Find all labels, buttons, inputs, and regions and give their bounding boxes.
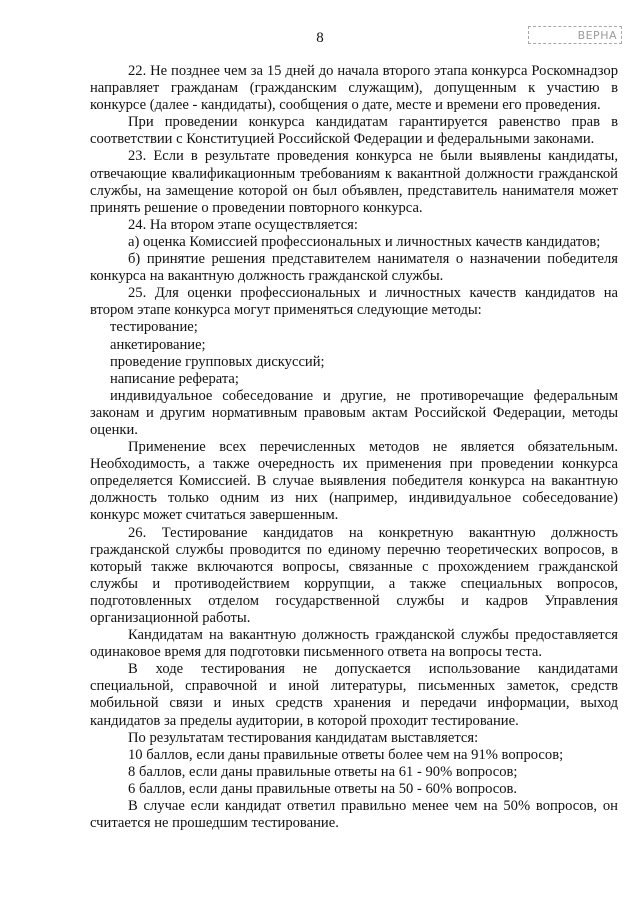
paragraph: 25. Для оценки профессиональных и личностных качеств кандидатов на втором этапе конкурса могут применяться следующие методы: <box>90 285 618 319</box>
list-item: 10 баллов, если даны правильные ответы более чем на 91% вопросов; <box>128 746 564 763</box>
paragraph: В случае если кандидат ответил правильно менее чем на 50% вопросов, он считается не прошедшим тестирование. <box>90 798 618 832</box>
document-body <box>90 63 618 832</box>
paragraph: б) принятие решения представителем нанимателя о назначении победителя конкурса на вакантную должность гражданской службы. <box>90 251 618 285</box>
paragraph: 24. На втором этапе осуществляется: <box>128 216 358 233</box>
list-item: анкетирование; <box>110 336 206 353</box>
paragraph: Кандидатам на вакантную должность гражданской службы предоставляется одинаковое время для подготовки письменного ответа на вопросы теста. <box>90 627 618 661</box>
paragraph: В ходе тестирования не допускается использование кандидатами специальной, справочной и иной литературы, письменных заметок, средств мобильной связи и иных средств хранения и передачи информации, выход кандидатов за пределы аудитории, в которой проходит тестирование. <box>90 661 618 729</box>
paragraph: индивидуальное собеседование и другие, не противоречащие федеральным законам и другим нормативным правовым актам Российской Федерации, методы оценки. <box>90 387 618 438</box>
paragraph: 23. Если в результате проведения конкурса не были выявлены кандидаты, отвечающие квалификационным требованиям к вакантной должности гражданской службы, на замещение которой он был объявлен, представитель нанимателя может принять решение о проведении повторного конкурса. <box>90 148 618 216</box>
page-number: 8 <box>316 30 324 46</box>
certification-stamp: ВЕРНА <box>528 26 622 44</box>
paragraph: При проведении конкурса кандидатам гарантируется равенство прав в соответствии с Конституцией Российской Федерации и федеральными законами. <box>90 114 618 148</box>
list-item: 6 баллов, если даны правильные ответы на 50 - 60% вопросов. <box>128 780 518 797</box>
list-item: проведение групповых дискуссий; <box>110 353 325 370</box>
paragraph: 22. Не позднее чем за 15 дней до начала второго этапа конкурса Роскомнадзор направляет гражданам (гражданским служащим), допущенным к участию в конкурсе (далее - кандидаты), сообщения о дате, месте и времени его проведения. <box>90 63 618 114</box>
list-item: По результатам тестирования кандидатам выставляется: <box>128 729 479 746</box>
list-item: 8 баллов, если даны правильные ответы на 61 - 90% вопросов; <box>128 763 518 780</box>
list-item: тестирование; <box>110 319 198 336</box>
paragraph: 26. Тестирование кандидатов на конкретную вакантную должность гражданской службы проводится по единому перечню теоретических вопросов, в который также включаются вопросы, связанные с прохождением гражданской службы и противодействием коррупции, а также специальных вопросов, подготовленных отделом государственной службы и кадров Управления организационной работы. <box>90 524 618 626</box>
paragraph: а) оценка Комиссией профессиональных и личностных качеств кандидатов; <box>128 233 601 250</box>
list-item: написание реферата; <box>110 370 239 387</box>
paragraph: Применение всех перечисленных методов не является обязательным. Необходимость, а также очередность их применения при проведении конкурса определяется Комиссией. В случае выявления победителя конкурса на вакантную должность только одним из них (например, индивидуальное собеседование) конкурс может считаться завершенным. <box>90 439 618 524</box>
